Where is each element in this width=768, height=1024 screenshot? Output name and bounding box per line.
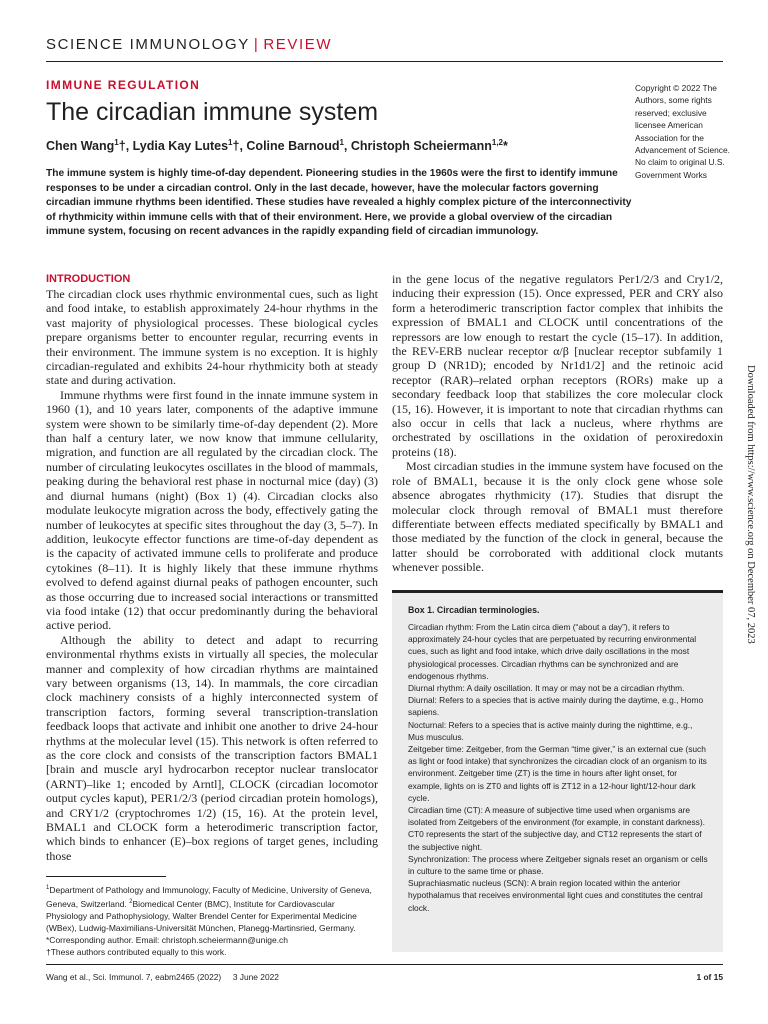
body-paragraph: The circadian clock uses rhythmic environmental cues, such as light and food intake, to establish approximately 24-hour rhythms in the vast majority of physiological processes. These biological cycles prepare organisms better to encounter regular, recurring events in their environment. The immune system is no exception. It is highly circadian-regulated and exhibits 24-hour rhythmicity both at steady state and during activation. <box>46 287 378 388</box>
body-paragraph: Most circadian studies in the immune system have focused on the role of BMAL1, because it is the only clock gene whose sole absence abrogates rhythmicity (17). Studies that disrupt the molecular clock through removal of BMAL1 must therefore differentiate between effects mediated specifically by BMAL1 and those mediated by the function of the clock in general, because the latter should be corroborated with additional clock mutants whenever possible. <box>392 459 723 575</box>
corresponding-author: *Corresponding author. Email: christoph.scheiermann@unige.ch <box>46 934 289 945</box>
author-name: Christoph Scheiermann <box>350 139 492 154</box>
author-name: Coline Barnoud <box>246 139 340 154</box>
author-mark: † <box>118 139 126 154</box>
footnote-marker: 2 <box>129 898 133 905</box>
footer-rule <box>46 964 723 965</box>
affiliation-note <box>46 882 378 934</box>
author-affiliation: 1 <box>114 138 119 147</box>
footnote-rule <box>46 876 166 877</box>
left-column <box>46 272 378 863</box>
equal-contribution-note: †These authors contributed equally to this work. <box>46 946 227 957</box>
journal-name: SCIENCE IMMUNOLOGY <box>46 36 250 53</box>
article-title: The circadian immune system <box>46 98 379 126</box>
box-entry: Zeitgeber time: Zeitgeber, from the German “time giver,” is an external cue (such as light or food intake) that synchronizes the circadian clock of an organism to its environment. Zeitgeber time (ZT) is the time in hours after light onset, for example, lights on is ZT0 and lights off is ZT12 in a 12-hour light/12-hour dark cycle. <box>408 744 707 803</box>
download-text: Downloaded from https://www.science.org on December 07, 2023 <box>745 365 756 644</box>
journal-header <box>46 36 332 53</box>
kicker: IMMUNE REGULATION <box>46 78 201 92</box>
page-number: 1 of 15 <box>696 972 723 982</box>
author-list: Chen Wang$^1$†, Lydia Kay Lutes$^1$†, Coline Barnoud$^1$, Christoph Scheiermann$^{1,2}$* <box>46 138 508 154</box>
header-rule <box>46 61 723 62</box>
author-affiliation: 1,2 <box>491 138 503 147</box>
copyright-notice: Copyright © 2022 The Authors, some rights reserved; exclusive licensee American Association for the Advancement of Science. No claim to original U.S. Government Works <box>635 83 730 180</box>
author-affiliation: 1 <box>339 138 344 147</box>
author-name: Chen Wang <box>46 139 115 154</box>
section-heading: INTRODUCTION <box>46 273 131 285</box>
citation: Wang et al., Sci. Immunol. 7, eabm2465 (2022) 3 June 2022 <box>46 972 279 982</box>
author-mark: * <box>503 139 508 154</box>
box-entry: Diurnal: Refers to a species that is active mainly during the daytime, e.g., Homo sapiens. <box>408 695 704 718</box>
body-paragraph: Although the ability to detect and adapt to recurring environmental rhythms exists in virtually all species, the molecular manner and complexity of how circadian rhythms are maintained vary between organisms (13, 14). In mammals, the core circadian clock machinery consists of a highly interconnected system of transcription factors, forming several transcription-translation feedback loops that activate and inhibit one another to drive 24-hour rhythms at the molecular level (15). This network is often referred to as the core clock and consists of the transcription factors BMAL1 [brain and muscle aryl hydrocarbon receptor nuclear translocator (ARNT)–like 1; encoded by Arntl], CLOCK (circadian locomotor output cycles kaput), PER1/2/3 (period circadian protein homologs), and CRY1/2 (cryptochromes 1/2) (15, 16). At the protein level, BMAL1 and CLOCK form a heterodimeric transcription factor, which binds to enhancer (E)–box regions of target genes, including those <box>46 632 378 863</box>
affiliation-text: Biomedical Center (BMC), Institute for Cardiovascular Physiology and Pathophysiology, Walter Brendel Center for Experimental Medicine (WBex), Ludwig-Maximilians-Universität München, Planegg-Martinsried, Germany. <box>46 898 357 933</box>
download-watermark <box>744 365 756 655</box>
box-entry: Circadian rhythm: From the Latin circa diem (“about a day”), it refers to approximately 24-hour cycles that are perpetuated by recurring environmental cues, such as light and food intake, which drive daily oscillations in the most physiological processes. Circadian rhythms can be synchronized and are endogenous rhythms. <box>408 622 697 681</box>
box-title: Box 1. Circadian terminologies. <box>408 605 540 615</box>
terminology-box <box>392 590 723 952</box>
section-label: REVIEW <box>263 36 333 53</box>
affiliation-text: Department of Pathology and Immunology, Faculty of Medicine, University of Geneva, Geneva, Switzerland. <box>46 884 372 909</box>
box-entry: Synchronization: The process where Zeitgeber signals reset an organism or cells in culture to the same time or phase. <box>408 853 708 877</box>
abstract: The immune system is highly time-of-day dependent. Pioneering studies in the 1960s were the first to identify immune responses to be under a circadian control. Only in the last decade, however, have the molecular factors governing circadian immune rhythms been identified. These studies have revealed a highly complex picture of the interconnectivity of rhythmicity within immune cells with that of their environment. Here, we provide a global overview of the circadian immune system, focusing on recent advances in the rapidly expanding field of circadian immunology. <box>46 168 632 237</box>
box-entry: Nocturnal: Refers to a species that is active mainly during the nighttime, e.g., Mus musculus. <box>408 719 693 742</box>
author-mark: † <box>232 139 240 154</box>
header-separator: | <box>253 36 260 53</box>
author-name: Lydia Kay Lutes <box>132 139 229 154</box>
body-paragraph: in the gene locus of the negative regulators Per1/2/3 and Cry1/2, inducing their expression (15). Once expressed, PER and CRY also form a heterodimeric transcription factor complex that inhibits the expression of BMAL1 and CLOCK until concentrations of the repressors are low enough to restart the cycle (15–17). In addition, the REV-ERB nuclear receptor α/β [nuclear receptor subfamily 1 group D (NR1D); encoded by Nr1d1/2] and the retinoic acid receptor (RAR)–related orphan receptors (RORs) make up a secondary feedback loop that stabilizes the core molecular clock (15, 16). However, it is important to note that circadian rhythms can also occur in cells that lack a nucleus, where rhythms are orchestrated by oscillations in the oxidation of peroxiredoxin proteins (18). <box>392 272 723 459</box>
right-column <box>392 272 723 575</box>
author-affiliation: 1 <box>228 138 233 147</box>
body-paragraph: Immune rhythms were first found in the innate immune system in 1960 (1), and 10 years later, components of the adaptive immune system were shown to be similarly time-of-day dependent (2). More than half a century later, we now know that immune cellularity, migration, and function are all regulated by the circadian clock. The number of circulating leukocytes oscillates in the blood of mammals, peaking during the behavioral rest phase in nocturnal mice (day) (3) and diurnal humans (night) (Box 1) (4). Circadian clocks also modulate leukocyte migration across the body, effectively gating the number of leukocytes at specific sites throughout the day (3, 5–7). In addition, leukocyte effector functions are time-of-day dependent as is the capacity of activated immune cells to proliferate and produce cytokines (8–11). It is highly likely that these immune rhythms evolved to defend against diurnal peaks of pathogen encounter, such as those occurring due to increased social interactions or transmitted via food intake (12) that occur predominantly during the behavioral active period. <box>46 387 378 633</box>
footnote-marker: 1 <box>46 885 50 891</box>
box-entry: Circadian time (CT): A measure of subjective time used when organisms are isolated from Zeitgebers of the environment (for example, in constant darkness). CT0 represents the start of the subjective day, and CT12 represents the start of the subjective night. <box>408 805 705 852</box>
box-entry: Diurnal rhythm: A daily oscillation. It may or may not be a circadian rhythm. <box>408 683 685 694</box>
box-entry: Suprachiasmatic nucleus (SCN): A brain region located within the anterior hypothalamus that receives environmental light cues and constitutes the central clock. <box>408 878 703 913</box>
box-entries <box>408 621 709 914</box>
footnotes <box>46 882 378 958</box>
